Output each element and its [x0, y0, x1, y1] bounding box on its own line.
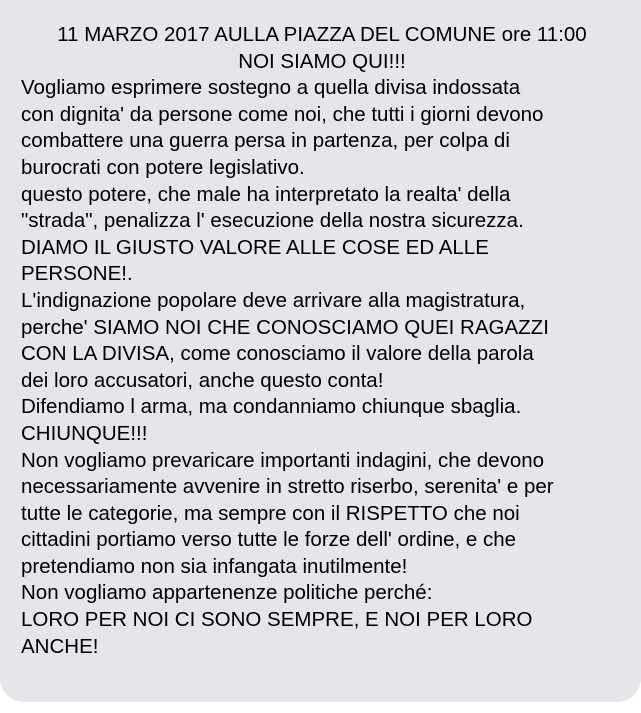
message-line: CON LA DIVISA, come conosciamo il valore della parola [21, 342, 534, 366]
message-line: L'indignazione popolare deve arrivare alla magistratura, [21, 288, 526, 312]
message-line: "strada", penalizza l' esecuzione della nostra sicurezza. [21, 209, 524, 233]
message-header-line: NOI SIAMO QUI!!! [238, 49, 406, 73]
message-line: combattere una guerra persa in partenza, per colpa di [21, 129, 510, 153]
message-line: pretendiamo non sia infangata inutilmente! [21, 554, 408, 578]
message-header-line: 11 MARZO 2017 AULLA PIAZZA DEL COMUNE ore 11:00 [57, 23, 587, 46]
message-line: Non vogliamo prevaricare importanti indagini, che devono [21, 448, 545, 472]
message-line: DIAMO IL GIUSTO VALORE ALLE COSE ED ALLE [21, 235, 489, 259]
message-line: tutte le categorie, ma sempre con il RISPETTO che noi [21, 501, 520, 525]
message-line: CHIUNQUE!!! [21, 421, 148, 445]
message-body [21, 75, 623, 660]
message-line: dei loro accusatori, anche questo conta! [21, 368, 384, 392]
message-line: Vogliamo esprimere sostegno a quella divisa indossata [21, 76, 521, 100]
message-line: LORO PER NOI CI SONO SEMPRE, E NOI PER LORO [21, 608, 533, 632]
message-line: PERSONE!. [21, 262, 133, 286]
message-line: cittadini portiamo verso tutte le forze dell' ordine, e che [21, 528, 517, 552]
message-line: con dignita' da persone come noi, che tutti i giorni devono [21, 102, 544, 126]
message-line: Difendiamo l arma, ma condanniamo chiunque sbaglia. [21, 395, 522, 419]
message-line: Non vogliamo appartenenze politiche perché: [21, 581, 433, 605]
message-line: burocrati con potere legislativo. [21, 155, 305, 179]
message-line: ANCHE! [21, 634, 99, 658]
message-line: necessariamente avvenire in stretto riserbo, serenita' e per [21, 475, 554, 499]
message-line: questo potere, che male ha interpretato la realta' della [21, 182, 511, 206]
message-line: perche' SIAMO NOI CHE CONOSCIAMO QUEI RAGAZZI [21, 315, 549, 339]
